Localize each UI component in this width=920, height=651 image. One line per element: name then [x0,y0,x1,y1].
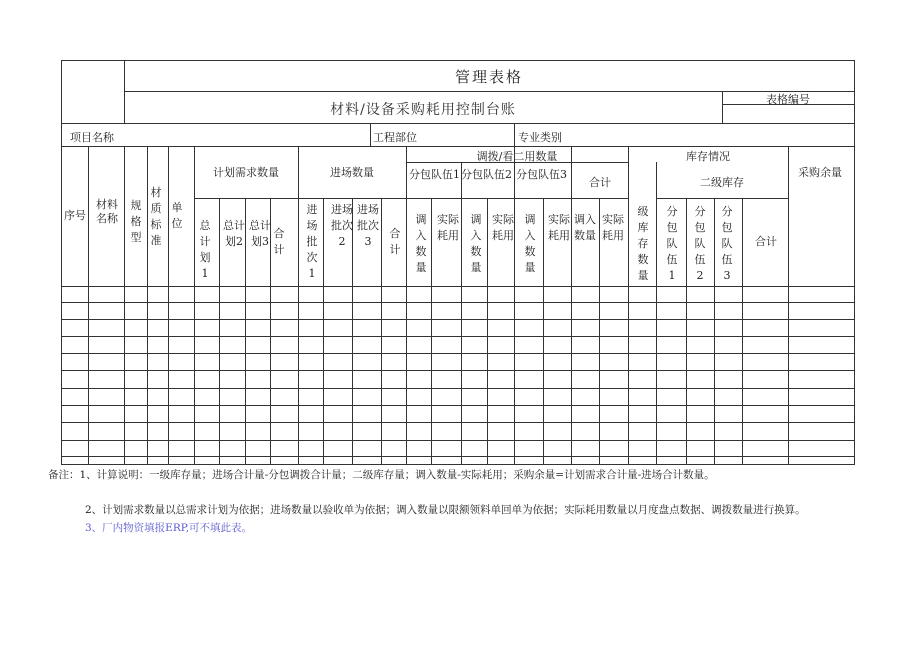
note-1: 备注：1、计算说明：一级库存量；进场合计量-分包调拨合计量；二级库存量；调入数量-实际耗用；采购余量=计划需求合计量-进场合计数量。 [48,469,715,481]
header-plan-sum: 合计 [273,227,285,256]
header-unit: 单位 [171,201,183,230]
grid-line [88,146,89,465]
grid-line [381,198,382,465]
grid-line [431,198,432,465]
grid-line [194,146,195,465]
header-plan-3: 总计划3 [249,219,271,248]
grid-line [406,146,407,465]
header-transfer-group: 调拨/看二用数量 [476,150,558,163]
note-3: 3、厂内物资填报ERP,可不填此表。 [85,522,253,534]
grid-line [61,405,854,406]
grid-line [61,353,854,354]
project-label: 项目名称 [70,131,114,144]
grid-line [61,464,854,465]
header-spec: 规格型 [130,199,142,244]
grid-line [61,336,854,337]
grid-line [788,146,789,465]
grid-line [686,198,687,465]
grid-line [61,60,854,61]
header-stock-sum: 合计 [755,235,777,248]
grid-line [543,198,544,465]
grid-line [370,123,371,146]
grid-line [656,162,657,465]
header-stock-team2: 分包队伍2 [694,205,706,282]
header-seq: 序号 [64,209,86,222]
header-entry-sum: 合计 [389,227,401,256]
header-stock-level2: 二级库存 [700,176,744,189]
grid-line [722,91,723,123]
header-stock-team1: 分包队伍1 [666,205,678,282]
grid-line [194,198,406,199]
sub-title: 材料/设备采购耗用控制台账 [330,102,516,118]
grid-line [219,198,220,465]
header-transfer-in-4: 调入数量 [574,213,596,242]
header-material: 材料名称 [96,198,118,225]
grid-line [61,456,854,457]
header-transfer-in-3: 调入数量 [524,213,536,274]
header-entry-2: 进场批次2 [331,203,353,248]
header-plan-group: 计划需求数量 [213,166,279,179]
grid-line [61,146,854,147]
grid-line [168,146,169,465]
grid-line [61,319,854,320]
grid-line [61,286,854,287]
grid-line [628,146,629,465]
header-actual-4: 实际耗用 [602,213,624,242]
main-title: 管理表格 [454,68,523,86]
header-team3: 分包队伍3 [516,168,567,181]
header-stock-team3: 分包队伍3 [721,205,733,282]
header-transfer-in-1: 调入数量 [415,213,427,274]
grid-line [61,123,854,124]
grid-line [61,422,854,423]
header-team1: 分包队伍1 [409,168,460,181]
header-plan-1: 总计划1 [199,219,211,280]
note-2: 2、计划需求数量以总需求计划为依据；进场数量以验收单为依据；调入数量以限额领料单回单为依据；实际耗用数量以月度盘点数据、调拨数量进行换算。 [85,504,806,516]
grid-line [406,198,628,199]
header-actual-2: 实际耗用 [492,213,514,242]
grid-line [714,198,715,465]
header-actual-1: 实际耗用 [437,213,459,242]
grid-line [742,198,743,465]
header-transfer-sum: 合计 [589,176,611,189]
grid-line [514,123,515,146]
header-plan-2: 总计划2 [223,219,245,248]
grid-line [298,146,299,465]
header-transfer-in-2: 调入数量 [470,213,482,274]
specialty-label: 专业类别 [518,131,562,144]
grid-line [599,198,600,465]
header-entry-group: 进场数量 [330,166,374,179]
grid-line [124,146,125,465]
grid-line [61,440,854,441]
header-entry-3: 进场批次3 [357,203,379,248]
header-actual-3: 实际耗用 [548,213,570,242]
grid-line [124,91,854,92]
header-purchase-remain: 采购余量 [798,166,842,179]
header-stock-level1: 级库存数量 [637,205,649,282]
grid-line [656,198,788,199]
header-stock-group: 库存情况 [686,150,730,163]
header-quality: 材质标准 [150,186,162,247]
header-entry-1: 进场批次1 [306,203,318,280]
grid-line [854,60,855,465]
grid-line [147,146,148,465]
dept-label: 工程部位 [373,131,417,144]
grid-line [323,198,324,465]
header-team2: 分包队伍2 [461,168,512,181]
form-no-label: 表格编号 [766,93,810,106]
grid-line [514,146,515,465]
grid-line [61,388,854,389]
grid-line [61,60,62,465]
grid-line [461,162,462,465]
grid-line [61,370,854,371]
grid-line [61,302,854,303]
grid-line [487,198,488,465]
grid-line [571,146,572,465]
